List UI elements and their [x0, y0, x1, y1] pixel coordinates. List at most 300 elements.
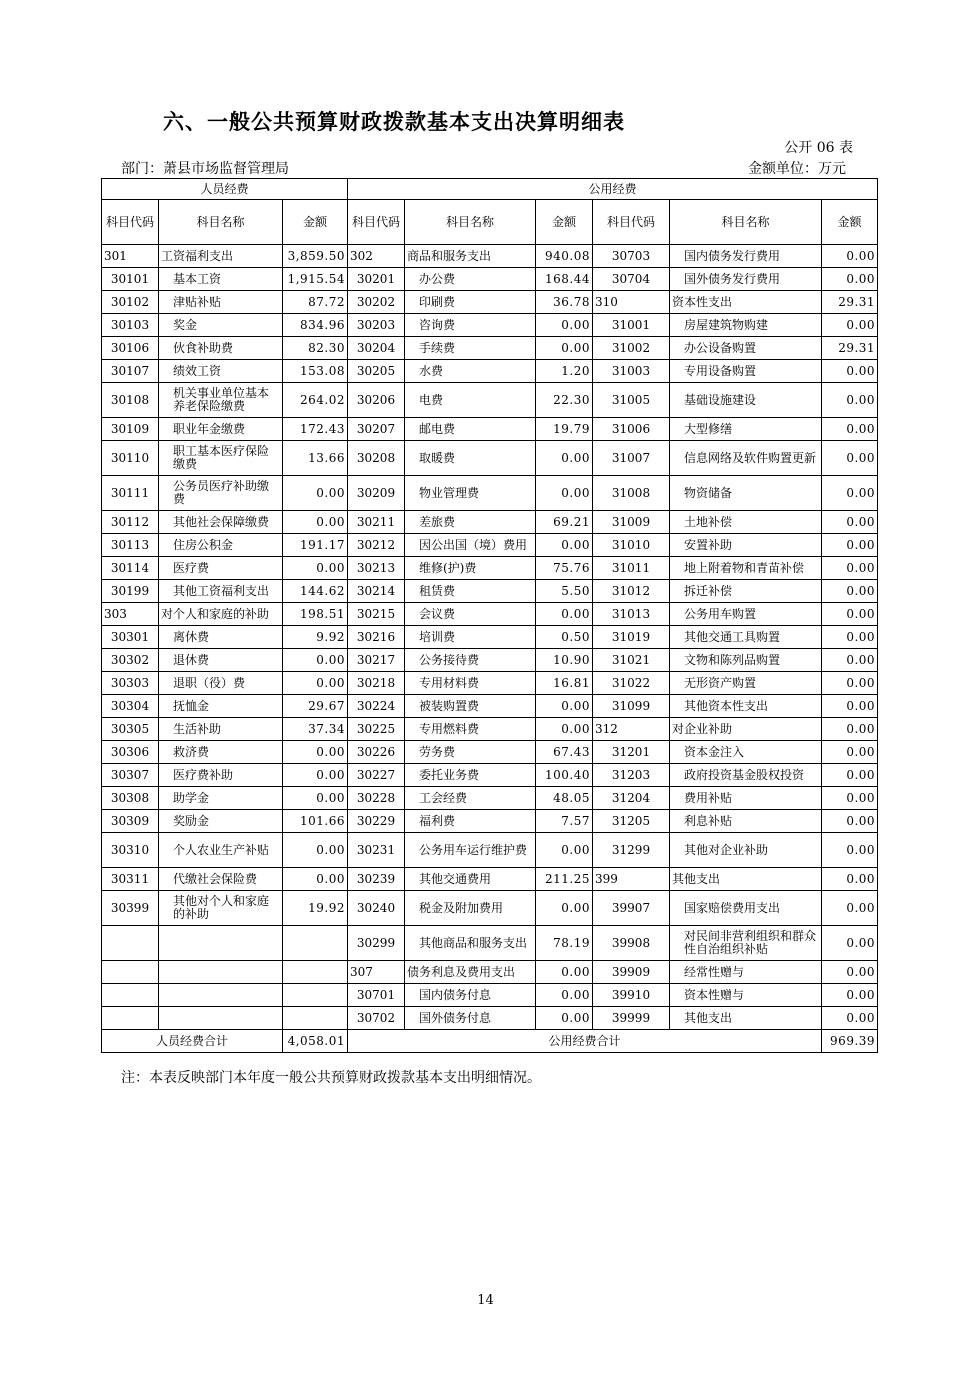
amount-cell: 48.05 [536, 787, 593, 810]
amount-cell: 0.00 [822, 833, 878, 868]
amount-cell: 5.50 [536, 580, 593, 603]
subject-code-cell: 31006 [593, 418, 670, 441]
table-row [102, 926, 878, 961]
table-row [102, 984, 878, 1007]
page-title: 六、一般公共预算财政拨款基本支出决算明细表 [163, 110, 625, 134]
table-row [102, 245, 878, 268]
subject-code-cell: 30703 [593, 245, 670, 268]
amount-cell: 75.76 [536, 557, 593, 580]
subject-code-cell: 30240 [348, 891, 405, 926]
subject-name-cell: 公务用车运行维护费 [405, 833, 536, 868]
subject-code-cell: 302 [348, 245, 405, 268]
subject-code-cell: 31204 [593, 787, 670, 810]
subject-code-cell: 30301 [102, 626, 159, 649]
subject-name-cell [159, 926, 283, 961]
amount-cell: 0.00 [283, 787, 348, 810]
subject-code-cell: 30310 [102, 833, 159, 868]
subject-name-cell: 税金及附加费用 [405, 891, 536, 926]
subject-name-cell: 文物和陈列品购置 [670, 649, 822, 672]
subject-code-cell: 30101 [102, 268, 159, 291]
subject-code-cell: 30228 [348, 787, 405, 810]
subject-code-cell: 30209 [348, 476, 405, 511]
subject-code-cell: 30199 [102, 580, 159, 603]
subject-name-cell: 地上附着物和青苗补偿 [670, 557, 822, 580]
subject-name-cell: 国外债务发行费用 [670, 268, 822, 291]
header-name: 科目名称 [670, 200, 822, 245]
subject-code-cell: 39908 [593, 926, 670, 961]
subject-name-cell: 专用设备购置 [670, 360, 822, 383]
amount-cell: 940.08 [536, 245, 593, 268]
amount-cell: 19.92 [283, 891, 348, 926]
public-total-label: 公用经费合计 [348, 1030, 822, 1053]
amount-cell: 0.00 [536, 1007, 593, 1030]
subject-code-cell: 30229 [348, 810, 405, 833]
subject-name-cell: 印刷费 [405, 291, 536, 314]
subject-name-cell: 国家赔偿费用支出 [670, 891, 822, 926]
amount-cell: 0.00 [283, 764, 348, 787]
expenditure-table [101, 178, 878, 1053]
subject-code-cell: 31013 [593, 603, 670, 626]
subject-code-cell: 30704 [593, 268, 670, 291]
table-row [102, 741, 878, 764]
subject-code-cell: 31007 [593, 441, 670, 476]
table-row [102, 695, 878, 718]
subject-name-cell: 住房公积金 [159, 534, 283, 557]
subject-code-cell: 30215 [348, 603, 405, 626]
amount-cell [283, 961, 348, 984]
amount-cell: 0.00 [822, 580, 878, 603]
subject-code-cell: 31011 [593, 557, 670, 580]
amount-cell: 0.00 [822, 441, 878, 476]
subject-code-cell: 30307 [102, 764, 159, 787]
amount-cell: 10.90 [536, 649, 593, 672]
subject-name-cell: 拆迁补偿 [670, 580, 822, 603]
amount-cell: 7.57 [536, 810, 593, 833]
amount-cell: 0.00 [536, 337, 593, 360]
subject-name-cell: 水费 [405, 360, 536, 383]
subject-code-cell: 31022 [593, 672, 670, 695]
subject-code-cell: 30702 [348, 1007, 405, 1030]
table-row [102, 787, 878, 810]
subject-name-cell: 机关事业单位基本养老保险缴费 [159, 383, 283, 418]
amount-cell: 1.20 [536, 360, 593, 383]
subject-name-cell: 离休费 [159, 626, 283, 649]
subject-code-cell: 30202 [348, 291, 405, 314]
amount-cell: 0.00 [536, 695, 593, 718]
subject-name-cell: 劳务费 [405, 741, 536, 764]
footnote: 注：本表反映部门本年度一般公共预算财政拨款基本支出明细情况。 [121, 1070, 541, 1086]
subject-code-cell: 30112 [102, 511, 159, 534]
subject-name-cell: 办公设备购置 [670, 337, 822, 360]
amount-cell: 0.00 [822, 418, 878, 441]
amount-cell: 0.00 [822, 926, 878, 961]
amount-cell: 0.00 [822, 476, 878, 511]
table-row [102, 1007, 878, 1030]
amount-cell: 0.00 [822, 695, 878, 718]
subject-name-cell: 差旅费 [405, 511, 536, 534]
subject-name-cell: 医疗费补助 [159, 764, 283, 787]
subject-name-cell: 国内债务付息 [405, 984, 536, 1007]
subject-code-cell: 307 [348, 961, 405, 984]
amount-cell: 198.51 [283, 603, 348, 626]
subject-name-cell: 其他交通费用 [405, 868, 536, 891]
subject-code-cell: 31021 [593, 649, 670, 672]
amount-cell: 0.00 [822, 1007, 878, 1030]
amount-cell [283, 1007, 348, 1030]
subject-name-cell: 物业管理费 [405, 476, 536, 511]
table-row [102, 718, 878, 741]
amount-cell: 29.31 [822, 337, 878, 360]
subject-code-cell: 31002 [593, 337, 670, 360]
amount-unit-label: 金额单位：万元 [748, 161, 846, 177]
subject-code-cell: 30204 [348, 337, 405, 360]
subject-name-cell [159, 984, 283, 1007]
amount-cell: 0.00 [283, 833, 348, 868]
subject-name-cell: 医疗费 [159, 557, 283, 580]
public-total-amount: 969.39 [822, 1030, 878, 1053]
subject-name-cell: 专用燃料费 [405, 718, 536, 741]
subject-name-cell: 基本工资 [159, 268, 283, 291]
subject-code-cell: 30306 [102, 741, 159, 764]
subject-code-cell: 31019 [593, 626, 670, 649]
subject-code-cell: 30231 [348, 833, 405, 868]
subject-code-cell [102, 961, 159, 984]
group-header-row [102, 179, 878, 200]
subject-name-cell: 工会经费 [405, 787, 536, 810]
subject-name-cell: 大型修缮 [670, 418, 822, 441]
amount-cell [283, 984, 348, 1007]
subject-code-cell: 303 [102, 603, 159, 626]
subject-name-cell: 政府投资基金股权投资 [670, 764, 822, 787]
subject-code-cell: 301 [102, 245, 159, 268]
amount-cell: 36.78 [536, 291, 593, 314]
subject-code-cell: 30102 [102, 291, 159, 314]
subject-name-cell: 利息补贴 [670, 810, 822, 833]
amount-cell: 0.00 [822, 984, 878, 1007]
subject-name-cell: 其他对企业补助 [670, 833, 822, 868]
amount-cell: 0.00 [536, 476, 593, 511]
header-amount: 金额 [822, 200, 878, 245]
subject-code-cell: 31203 [593, 764, 670, 787]
subject-name-cell: 对个人和家庭的补助 [159, 603, 283, 626]
subject-name-cell: 电费 [405, 383, 536, 418]
subject-code-cell: 30302 [102, 649, 159, 672]
subject-name-cell: 邮电费 [405, 418, 536, 441]
subject-code-cell: 30308 [102, 787, 159, 810]
subject-name-cell: 助学金 [159, 787, 283, 810]
amount-cell: 0.00 [822, 718, 878, 741]
amount-cell: 0.00 [822, 961, 878, 984]
amount-cell: 191.17 [283, 534, 348, 557]
table-row [102, 764, 878, 787]
subject-code-cell: 39910 [593, 984, 670, 1007]
amount-cell: 0.00 [283, 741, 348, 764]
subject-name-cell: 物资储备 [670, 476, 822, 511]
subject-code-cell: 30213 [348, 557, 405, 580]
subject-name-cell: 债务利息及费用支出 [405, 961, 536, 984]
amount-cell: 0.00 [822, 891, 878, 926]
subject-code-cell: 31099 [593, 695, 670, 718]
amount-cell: 0.00 [822, 534, 878, 557]
table-row [102, 672, 878, 695]
subject-code-cell: 30303 [102, 672, 159, 695]
subject-name-cell: 国外债务付息 [405, 1007, 536, 1030]
subject-name-cell: 其他交通工具购置 [670, 626, 822, 649]
subject-code-cell: 30103 [102, 314, 159, 337]
subject-name-cell: 奖金 [159, 314, 283, 337]
subject-code-cell: 30227 [348, 764, 405, 787]
subject-name-cell: 经常性赠与 [670, 961, 822, 984]
header-code: 科目代码 [593, 200, 670, 245]
amount-cell: 0.00 [822, 741, 878, 764]
subject-code-cell: 30211 [348, 511, 405, 534]
amount-cell: 0.00 [536, 891, 593, 926]
amount-cell: 168.44 [536, 268, 593, 291]
amount-cell: 144.62 [283, 580, 348, 603]
subject-name-cell: 其他工资福利支出 [159, 580, 283, 603]
subject-code-cell: 31009 [593, 511, 670, 534]
subject-code-cell: 30305 [102, 718, 159, 741]
subject-name-cell: 抚恤金 [159, 695, 283, 718]
table-row [102, 291, 878, 314]
subject-name-cell: 维修(护)费 [405, 557, 536, 580]
amount-cell: 0.00 [822, 314, 878, 337]
subject-code-cell: 30239 [348, 868, 405, 891]
table-row [102, 557, 878, 580]
subject-name-cell: 房屋建筑物购建 [670, 314, 822, 337]
subject-name-cell: 其他对个人和家庭的补助 [159, 891, 283, 926]
amount-cell: 0.00 [536, 718, 593, 741]
subject-code-cell: 30208 [348, 441, 405, 476]
subject-code-cell: 312 [593, 718, 670, 741]
personnel-group-header: 人员经费 [102, 179, 348, 200]
amount-cell: 0.00 [283, 868, 348, 891]
table-row [102, 868, 878, 891]
subject-code-cell: 30217 [348, 649, 405, 672]
column-header-row [102, 200, 878, 245]
subject-code-cell: 31010 [593, 534, 670, 557]
subject-code-cell [102, 926, 159, 961]
page-number: 14 [477, 1293, 494, 1308]
table-row [102, 833, 878, 868]
amount-cell: 87.72 [283, 291, 348, 314]
amount-cell: 82.30 [283, 337, 348, 360]
subject-name-cell: 其他社会保障缴费 [159, 511, 283, 534]
amount-cell: 0.00 [822, 557, 878, 580]
subject-code-cell: 30206 [348, 383, 405, 418]
personnel-total-label: 人员经费合计 [102, 1030, 283, 1053]
subject-name-cell: 手续费 [405, 337, 536, 360]
subject-name-cell: 退职（役）费 [159, 672, 283, 695]
amount-cell: 0.00 [283, 672, 348, 695]
table-row [102, 476, 878, 511]
table-row [102, 649, 878, 672]
amount-cell: 0.00 [822, 603, 878, 626]
amount-cell: 0.00 [822, 383, 878, 418]
header-code: 科目代码 [102, 200, 159, 245]
table-row [102, 626, 878, 649]
amount-cell: 0.00 [536, 534, 593, 557]
personnel-total-amount: 4,058.01 [283, 1030, 348, 1053]
subject-name-cell: 公务用车购置 [670, 603, 822, 626]
amount-cell: 0.00 [822, 245, 878, 268]
amount-cell: 211.25 [536, 868, 593, 891]
subject-name-cell: 咨询费 [405, 314, 536, 337]
amount-cell: 0.00 [822, 268, 878, 291]
subject-code-cell: 30225 [348, 718, 405, 741]
subject-name-cell: 费用补贴 [670, 787, 822, 810]
subject-code-cell: 30224 [348, 695, 405, 718]
table-row [102, 810, 878, 833]
amount-cell: 0.00 [822, 810, 878, 833]
subject-name-cell: 绩效工资 [159, 360, 283, 383]
subject-code-cell [102, 1007, 159, 1030]
amount-cell: 29.67 [283, 695, 348, 718]
amount-cell: 29.31 [822, 291, 878, 314]
subject-code-cell: 30110 [102, 441, 159, 476]
subject-name-cell: 公务员医疗补助缴费 [159, 476, 283, 511]
subject-code-cell: 30114 [102, 557, 159, 580]
department-label: 部门：萧县市场监督管理局 [121, 161, 289, 177]
subject-name-cell: 代缴社会保险费 [159, 868, 283, 891]
subject-name-cell: 土地补偿 [670, 511, 822, 534]
subject-name-cell: 资本性赠与 [670, 984, 822, 1007]
subject-name-cell: 其他资本性支出 [670, 695, 822, 718]
subject-name-cell: 退休费 [159, 649, 283, 672]
subject-name-cell: 取暖费 [405, 441, 536, 476]
amount-cell: 100.40 [536, 764, 593, 787]
subject-name-cell: 职业年金缴费 [159, 418, 283, 441]
public-group-header: 公用经费 [348, 179, 878, 200]
subject-code-cell: 30113 [102, 534, 159, 557]
amount-cell: 0.00 [536, 984, 593, 1007]
subject-name-cell: 信息网络及软件购置更新 [670, 441, 822, 476]
subject-name-cell: 培训费 [405, 626, 536, 649]
amount-cell: 0.00 [822, 787, 878, 810]
subject-name-cell: 专用材料费 [405, 672, 536, 695]
amount-cell: 0.00 [822, 868, 878, 891]
subject-name-cell: 安置补助 [670, 534, 822, 557]
amount-cell: 69.21 [536, 511, 593, 534]
amount-cell: 3,859.50 [283, 245, 348, 268]
subject-name-cell: 因公出国（境）费用 [405, 534, 536, 557]
amount-cell: 78.19 [536, 926, 593, 961]
amount-cell: 0.00 [536, 961, 593, 984]
table-row [102, 314, 878, 337]
subject-name-cell: 其他支出 [670, 1007, 822, 1030]
subject-code-cell: 30203 [348, 314, 405, 337]
amount-cell: 0.00 [536, 603, 593, 626]
amount-cell: 0.00 [283, 557, 348, 580]
table-row [102, 360, 878, 383]
subject-code-cell: 30226 [348, 741, 405, 764]
header-amount: 金额 [283, 200, 348, 245]
table-row [102, 418, 878, 441]
amount-cell: 0.50 [536, 626, 593, 649]
amount-cell: 0.00 [536, 314, 593, 337]
table-row [102, 337, 878, 360]
subject-code-cell: 39907 [593, 891, 670, 926]
amount-cell: 0.00 [822, 360, 878, 383]
amount-cell: 1,915.54 [283, 268, 348, 291]
subject-code-cell: 310 [593, 291, 670, 314]
subject-code-cell: 31003 [593, 360, 670, 383]
subject-name-cell: 生活补助 [159, 718, 283, 741]
subject-name-cell: 个人农业生产补贴 [159, 833, 283, 868]
subject-name-cell: 对民间非营利组织和群众性自治组织补贴 [670, 926, 822, 961]
subject-code-cell: 30218 [348, 672, 405, 695]
amount-cell: 19.79 [536, 418, 593, 441]
subject-code-cell: 30701 [348, 984, 405, 1007]
subject-code-cell: 31012 [593, 580, 670, 603]
subject-name-cell: 无形资产购置 [670, 672, 822, 695]
subject-code-cell: 30212 [348, 534, 405, 557]
amount-cell: 37.34 [283, 718, 348, 741]
amount-cell: 0.00 [822, 511, 878, 534]
amount-cell: 0.00 [283, 476, 348, 511]
amount-cell: 153.08 [283, 360, 348, 383]
subject-code-cell: 31201 [593, 741, 670, 764]
table-row [102, 441, 878, 476]
amount-cell: 264.02 [283, 383, 348, 418]
header-code: 科目代码 [348, 200, 405, 245]
subject-name-cell: 基础设施建设 [670, 383, 822, 418]
subject-name-cell: 其他支出 [670, 868, 822, 891]
totals-row [102, 1030, 878, 1053]
subject-name-cell: 委托业务费 [405, 764, 536, 787]
table-row [102, 383, 878, 418]
subject-name-cell: 资本金注入 [670, 741, 822, 764]
table-row [102, 580, 878, 603]
subject-code-cell: 31299 [593, 833, 670, 868]
amount-cell: 9.92 [283, 626, 348, 649]
amount-cell: 101.66 [283, 810, 348, 833]
subject-code-cell: 30109 [102, 418, 159, 441]
subject-name-cell: 资本性支出 [670, 291, 822, 314]
amount-cell: 13.66 [283, 441, 348, 476]
subject-code-cell: 30216 [348, 626, 405, 649]
subject-name-cell: 职工基本医疗保险缴费 [159, 441, 283, 476]
subject-code-cell: 30214 [348, 580, 405, 603]
form-number: 公开 06 表 [784, 140, 853, 156]
table-row [102, 511, 878, 534]
amount-cell: 22.30 [536, 383, 593, 418]
amount-cell: 67.43 [536, 741, 593, 764]
subject-name-cell: 对企业补助 [670, 718, 822, 741]
subject-name-cell: 商品和服务支出 [405, 245, 536, 268]
amount-cell: 0.00 [283, 649, 348, 672]
table-row [102, 961, 878, 984]
subject-code-cell: 39909 [593, 961, 670, 984]
subject-name-cell [159, 961, 283, 984]
amount-cell: 0.00 [822, 764, 878, 787]
amount-cell: 16.81 [536, 672, 593, 695]
table-row [102, 603, 878, 626]
subject-name-cell: 国内债务发行费用 [670, 245, 822, 268]
subject-name-cell: 被装购置费 [405, 695, 536, 718]
table-row [102, 268, 878, 291]
subject-name-cell: 其他商品和服务支出 [405, 926, 536, 961]
amount-cell: 0.00 [822, 626, 878, 649]
subject-code-cell: 30207 [348, 418, 405, 441]
subject-code-cell: 30111 [102, 476, 159, 511]
subject-code-cell: 31008 [593, 476, 670, 511]
amount-cell: 0.00 [822, 672, 878, 695]
subject-code-cell [102, 984, 159, 1007]
subject-code-cell: 399 [593, 868, 670, 891]
subject-name-cell: 公务接待费 [405, 649, 536, 672]
subject-code-cell: 30107 [102, 360, 159, 383]
